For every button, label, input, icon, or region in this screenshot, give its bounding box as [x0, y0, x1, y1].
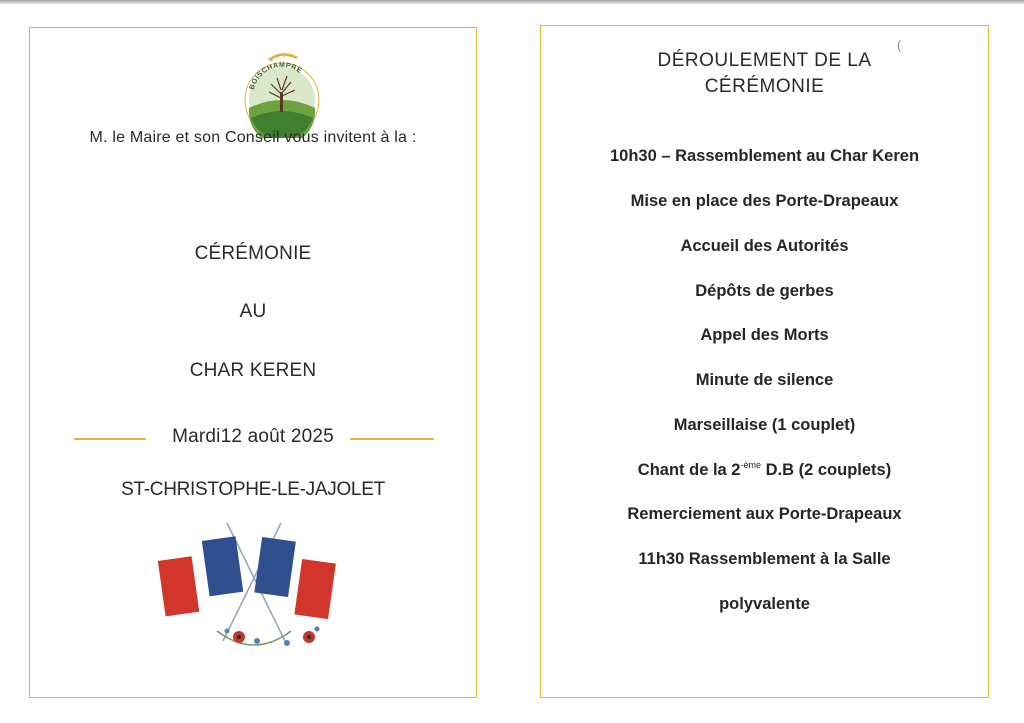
- scan-mark: (: [897, 38, 901, 52]
- invitation-title-line: CÉRÉMONIE: [194, 243, 312, 264]
- schedule-item: Dépôts de gerbes: [695, 282, 834, 300]
- schedule-item: 11h30 Rassemblement à la Salle: [638, 550, 891, 568]
- invitation-title-line: CHAR KEREN: [189, 360, 317, 381]
- schedule-item: Remerciement aux Porte-Drapeaux: [627, 505, 902, 523]
- invitation-intro: M. le Maire et son Conseil vous invitent à la :: [89, 129, 417, 146]
- chant-text: Chant de la 2: [637, 461, 741, 479]
- schedule-item: Marseillaise (1 couplet): [673, 416, 856, 434]
- schedule-item: Accueil des Autorités: [680, 237, 849, 255]
- schedule-item: Appel des Morts: [700, 326, 829, 344]
- ceremony-place: ST-CHRISTOPHE-LE-JAJOLET: [121, 479, 385, 500]
- program-title: CÉRÉMONIE: [704, 76, 825, 97]
- crossed-french-flags-icon: [157, 521, 351, 649]
- program-title: DÉROULEMENT DE LA: [657, 50, 872, 71]
- invitation-title-line: AU: [239, 301, 267, 322]
- svg-text:BOISCHAMPRE: BOISCHAMPRE: [248, 61, 304, 91]
- chant-text-end: D.B (2 couplets): [761, 461, 892, 479]
- schedule-item: polyvalente: [719, 595, 810, 613]
- schedule-item: Mise en place des Porte-Drapeaux: [630, 192, 899, 210]
- chant-superscript: -ème: [740, 460, 762, 470]
- scan-edge: [0, 0, 1024, 4]
- program-card: [540, 25, 989, 698]
- ceremony-date: Mardi12 août 2025: [172, 426, 334, 447]
- schedule-item: 10h30 – Rassemblement au Char Keren: [609, 147, 920, 165]
- schedule-item-chant: [541, 460, 988, 480]
- schedule-item: Minute de silence: [695, 371, 834, 389]
- date-divider-right: [350, 438, 434, 440]
- boischampre-logo: [241, 52, 323, 138]
- invitation-card: [29, 27, 477, 698]
